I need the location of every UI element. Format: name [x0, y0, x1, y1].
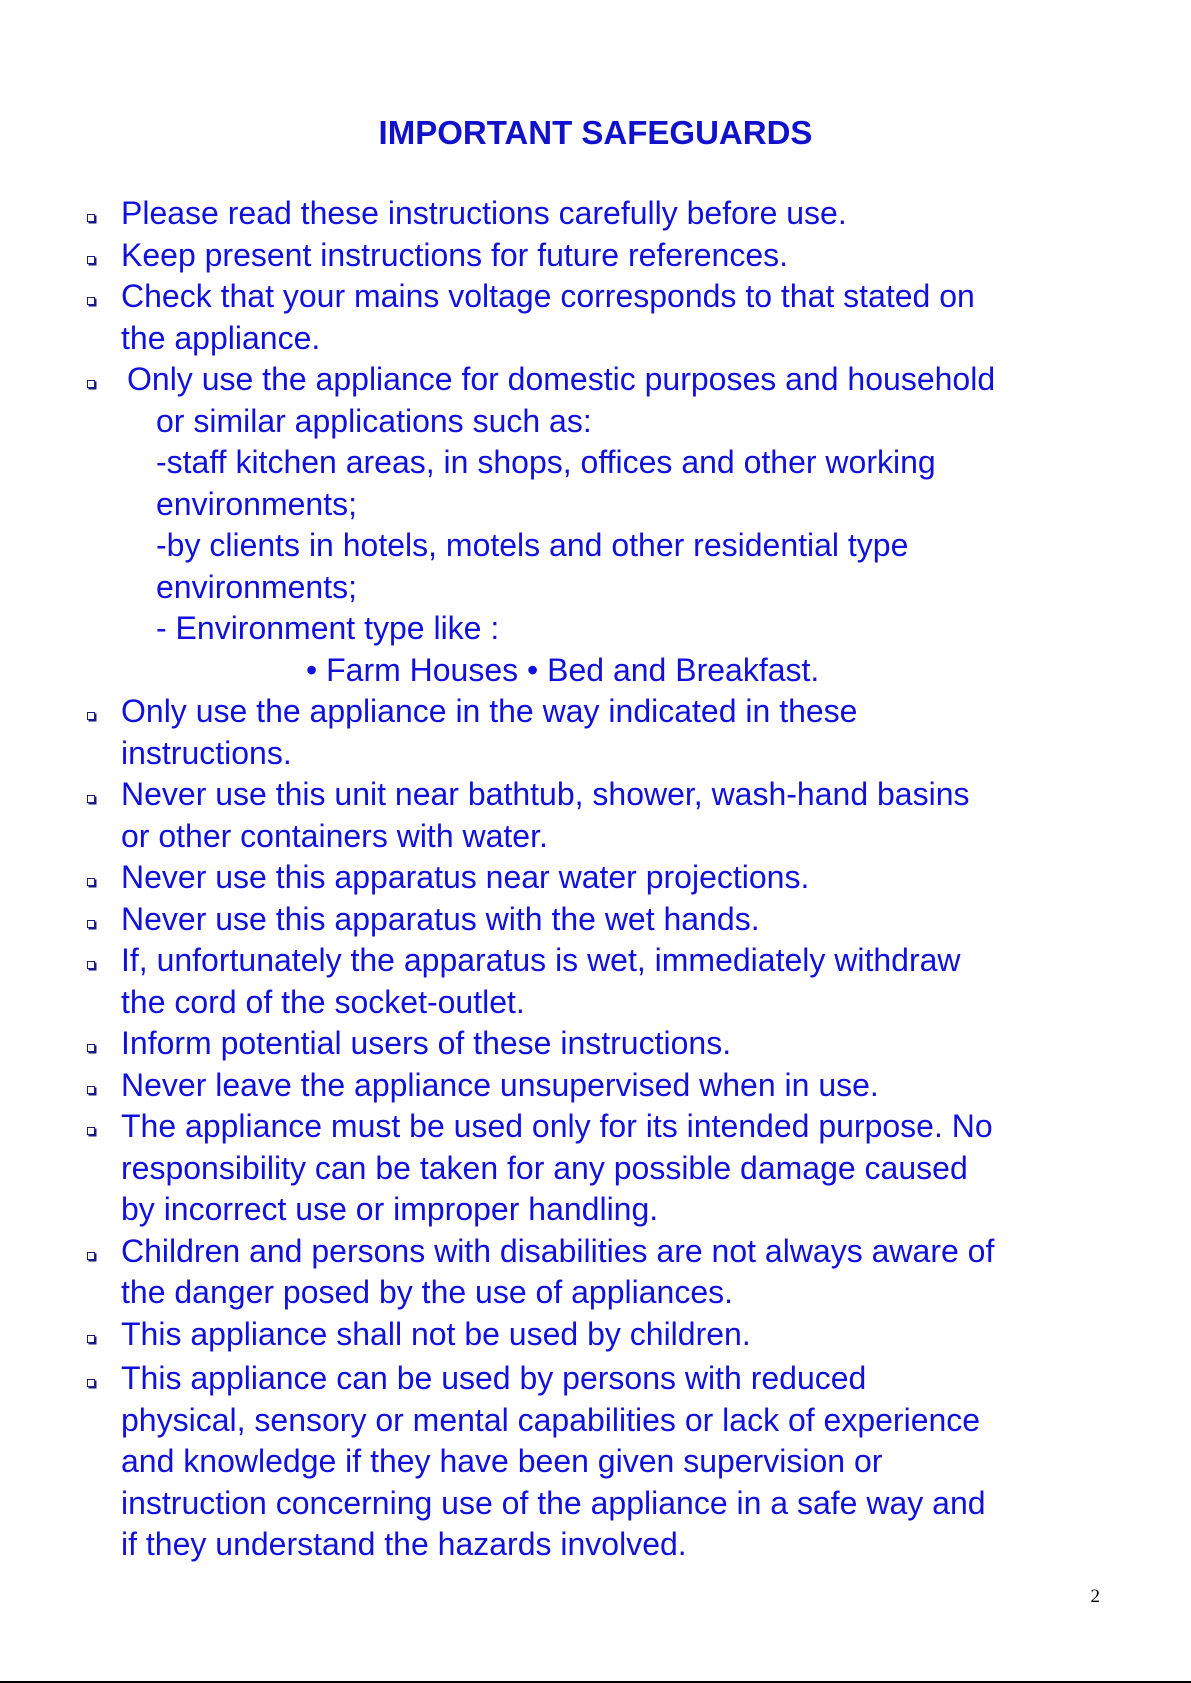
list-item	[0, 1231, 1191, 1314]
list-item	[0, 193, 1191, 235]
list-item	[0, 1106, 1191, 1231]
item-text: physical, sensory or mental capabilities or lack of experience	[121, 1401, 981, 1438]
square-bullet-icon	[87, 256, 95, 264]
item-text: Never leave the appliance unsupervised when in use.	[121, 1066, 879, 1103]
list-item-domestic-use	[0, 359, 1191, 691]
square-bullet-icon	[87, 1127, 95, 1135]
safeguards-list	[0, 193, 1191, 1566]
square-bullet-icon	[87, 1044, 95, 1052]
list-item	[0, 940, 1191, 1023]
item-text: Please read these instructions carefully before use.	[121, 195, 847, 231]
item-text: the appliance.	[121, 319, 321, 356]
list-item	[0, 774, 1191, 857]
item-subtext: -staff kitchen areas, in shops, offices and other working	[156, 444, 936, 480]
item-text: instructions.	[121, 734, 292, 771]
item-text: instruction concerning use of the appliance in a safe way and	[121, 1484, 986, 1521]
item-text: if they understand the hazards involved.	[121, 1526, 687, 1562]
square-bullet-icon	[87, 1252, 95, 1260]
list-item	[0, 1314, 1191, 1356]
square-bullet-icon	[87, 380, 95, 388]
square-bullet-icon	[87, 1379, 95, 1387]
item-text: Check that your mains voltage corresponds to that stated on	[121, 278, 975, 314]
item-text: responsibility can be taken for any possible damage caused	[121, 1149, 968, 1186]
item-subtext: - Environment type like :	[156, 610, 500, 646]
square-bullet-icon	[87, 297, 95, 305]
page-title: IMPORTANT SAFEGUARDS	[378, 114, 813, 151]
item-subtext: environments;	[156, 568, 357, 605]
square-bullet-icon	[87, 214, 95, 222]
square-bullet-icon	[87, 1086, 95, 1094]
list-item	[0, 276, 1191, 359]
item-text: Only use the appliance for domestic purposes and household	[127, 361, 996, 397]
item-text: or other containers with water.	[121, 817, 548, 854]
item-subtext: or similar applications such as:	[156, 402, 592, 439]
item-subtext: environments;	[156, 485, 357, 522]
list-item	[0, 691, 1191, 774]
square-bullet-icon	[87, 961, 95, 969]
list-item	[0, 857, 1191, 899]
item-text: Never use this apparatus near water projections.	[121, 859, 810, 895]
item-text: Only use the appliance in the way indicated in these	[121, 693, 858, 729]
square-bullet-icon	[87, 712, 95, 720]
item-text: Children and persons with disabilities are not always aware of	[121, 1232, 995, 1269]
item-text: Never use this unit near bathtub, shower, wash-hand basins	[121, 776, 970, 812]
item-text: Never use this apparatus with the wet hands.	[121, 900, 760, 937]
item-text: Inform potential users of these instructions.	[121, 1025, 732, 1061]
item-text: If, unfortunately the apparatus is wet, immediately withdraw	[121, 942, 961, 978]
item-text: This appliance shall not be used by children.	[121, 1315, 751, 1352]
list-item	[0, 899, 1191, 941]
item-subtext: -by clients in hotels, motels and other residential type	[156, 527, 909, 563]
environment-types: • Farm Houses • Bed and Breakfast.	[306, 651, 820, 688]
list-item	[0, 1023, 1191, 1065]
item-text: by incorrect use or improper handling.	[121, 1191, 659, 1227]
square-bullet-icon	[87, 878, 95, 886]
page-number: 2	[1090, 1586, 1100, 1607]
item-text: This appliance can be used by persons with reduced	[121, 1360, 867, 1396]
list-item	[0, 1358, 1191, 1566]
list-item	[0, 235, 1191, 277]
list-item	[0, 1065, 1191, 1107]
item-text: and knowledge if they have been given supervision or	[121, 1443, 883, 1479]
item-text: the cord of the socket-outlet.	[121, 983, 525, 1020]
square-bullet-icon	[87, 795, 95, 803]
item-text: Keep present instructions for future references.	[121, 236, 789, 273]
item-text: the danger posed by the use of appliances.	[121, 1274, 733, 1310]
item-text: The appliance must be used only for its intended purpose. No	[121, 1108, 993, 1144]
square-bullet-icon	[87, 920, 95, 928]
square-bullet-icon	[87, 1335, 95, 1343]
